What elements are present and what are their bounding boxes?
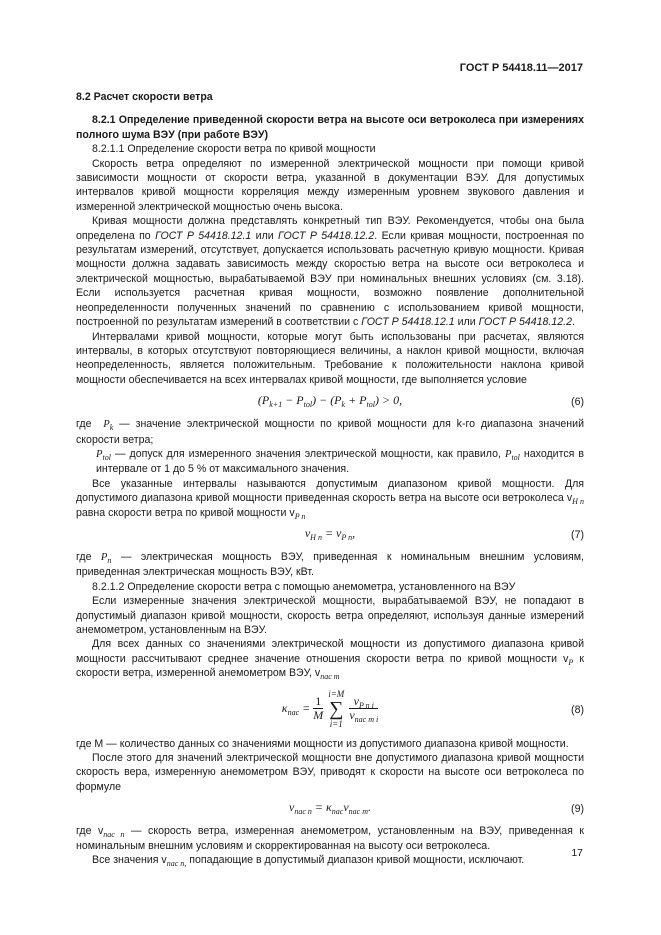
- formula-9-expression: $v_{nac n} = \kappa_{nac}v_{nac m}$.: [289, 800, 371, 817]
- formula-9: [76, 800, 584, 820]
- definition-ptol: $P_{tol}$ — допуск для измеренного значения электрической мощности, как правило, $P_{tol}$ находится в интервале от 1 до 5 % от максимального значения.: [96, 447, 584, 476]
- gost-ref: ГОСТ Р 54418.12.2: [278, 229, 375, 242]
- definition-pn: где $P_n$ — электрическая мощность ВЭУ, приведенная к номинальным внешним условиям, приведенная электрическая мощность ВЭУ, кВт.: [76, 550, 584, 579]
- formula-6-expression: $(P_{k+1} - P_{tol}) - (P_k + P_{tol}) > 0$,: [257, 393, 403, 410]
- definition-m: где M — количество данных со значениями мощности из допустимого диапазона кривой мощности.: [76, 737, 569, 750]
- formula-7: [76, 526, 584, 546]
- formula-8-number: (8): [571, 703, 584, 716]
- gost-ref: ГОСТ Р 54418.12.1: [155, 229, 252, 242]
- formula-8: [76, 687, 584, 733]
- formula-8-expression: $\kappa_{nac}$ = $\frac{1}{M}$ i=M ∑ i=1 $\frac{v_{P n i}}{v_{nac m i}}$: [281, 688, 379, 729]
- item-8-2-1-2-title: 8.2.1.2 Определение скорости ветра с помощью анемометра, установленного на ВЭУ: [92, 580, 516, 593]
- paragraph-6: Для всех данных со значениями электрической мощности из допустимого диапазона кривой мощности рассчитывают среднее значение отношения скорости ветра по кривой мощности $v_P$ к скорости ветра, измеренной анемометром ВЭУ, $v_{nac m}$: [76, 638, 584, 682]
- gost-ref: ГОСТ Р 54418.12.1: [361, 316, 455, 329]
- paragraph-8: Все значения $v_{nac n,}$ попадающие в допустимый диапазон кривой мощности, исключают.: [92, 854, 525, 869]
- formula-6: [76, 393, 584, 413]
- paragraph-1: Скорость ветра определяют по измеренной электрической мощности при помощи кривой зависимости мощности от скорости ветра, указанной в документации ВЭУ. Для допустимых интервалов кривой мощности корреляция между измеренным уровнем звукового давления и измеренной электрической мощностью очень высока.: [76, 157, 584, 213]
- formula-6-number: (6): [571, 396, 584, 409]
- definition-pk: где $P_k$ — значение электрической мощности по кривой мощности для k-го диапазона значений скорости ветра;: [76, 418, 584, 446]
- page-content: [76, 90, 584, 867]
- paragraph-4: Все указанные интервалы называются допустимым диапазоном кривой мощности. Для допустимого диапазона кривой мощности приведенная скорость ветра на высоте оси ветроколеса $v_{H n}$ равна скорости ветра по кривой мощности $v_{P n}$: [76, 477, 584, 521]
- definition-vnac: где $v_{nac n}$ — скорость ветра, измеренная анемометром, установленным на ВЭУ, приведенная к номинальным внешним условиям и скорректированная на высоту оси ветроколеса.: [76, 825, 585, 852]
- paragraph-7: После этого для значений электрической мощности вне допустимого диапазона кривой мощности скорость вера, измеренную анемометром ВЭУ, приводят к скорости на высоте оси ветроколеса по формуле: [76, 752, 584, 793]
- formula-7-number: (7): [571, 528, 584, 541]
- standard-code-header: ГОСТ Р 54418.11—2017: [459, 62, 583, 74]
- formula-7-expression: $v_{H n} = v_{P n}$,: [304, 525, 356, 542]
- subsection-title: 8.2.1 Определение приведенной скорости ветра на высоте оси ветроколеса при измерениях полного шума ВЭУ (при работе ВЭУ): [76, 114, 584, 141]
- gost-ref: ГОСТ Р 54418.12.2: [478, 316, 572, 329]
- formula-9-number: (9): [571, 803, 584, 816]
- paragraph-5: Если измеренные значения электрической мощности, вырабатываемой ВЭУ, не попадают в допустимый диапазон кривой мощности, скорость ветра определяют, используя данные измерений анемометром, установленным на ВЭУ.: [76, 595, 584, 636]
- item-8-2-1-1-title: 8.2.1.1 Определение скорости ветра по кривой мощности: [92, 143, 376, 156]
- page-number: 17: [571, 847, 583, 859]
- paragraph-3: Интервалами кривой мощности, которые могут быть использованы при расчетах, являются интервалы, в которых отсутствуют повторяющиеся величины, а наклон кривой мощности, включая неопределенность, является положительным. Требование к положительности наклона кривой мощности обеспечивается на всех интервалах кривой мощности, где выполняется условие: [76, 330, 584, 386]
- section-title: 8.2 Расчет скорости ветра: [76, 91, 213, 103]
- paragraph-2: Кривая мощности должна представлять конкретный тип ВЭУ. Рекомендуется, чтобы она была определена по ГОСТ Р 54418.12.1 или ГОСТ Р 54418.12.2. Если кривая мощности, построенная по результатам измерений, отсутствует, допускается использовать расчетную кривую мощности. Кривая мощности должна задавать зависимость между скоростью ветра на высоте оси ветроколеса и электрической мощностью, вырабатываемой ВЭУ при номинальных внешних условиях (см. 3.18). Если используется расчетная кривая мощности, возможно появление дополнительной неопределенности полученных значений по сравнению с использованием кривой мощности, построенной по результатам измерений в соответствии с ГОСТ Р 54418.12.1 или ГОСТ Р 54418.12.2.: [76, 215, 584, 329]
